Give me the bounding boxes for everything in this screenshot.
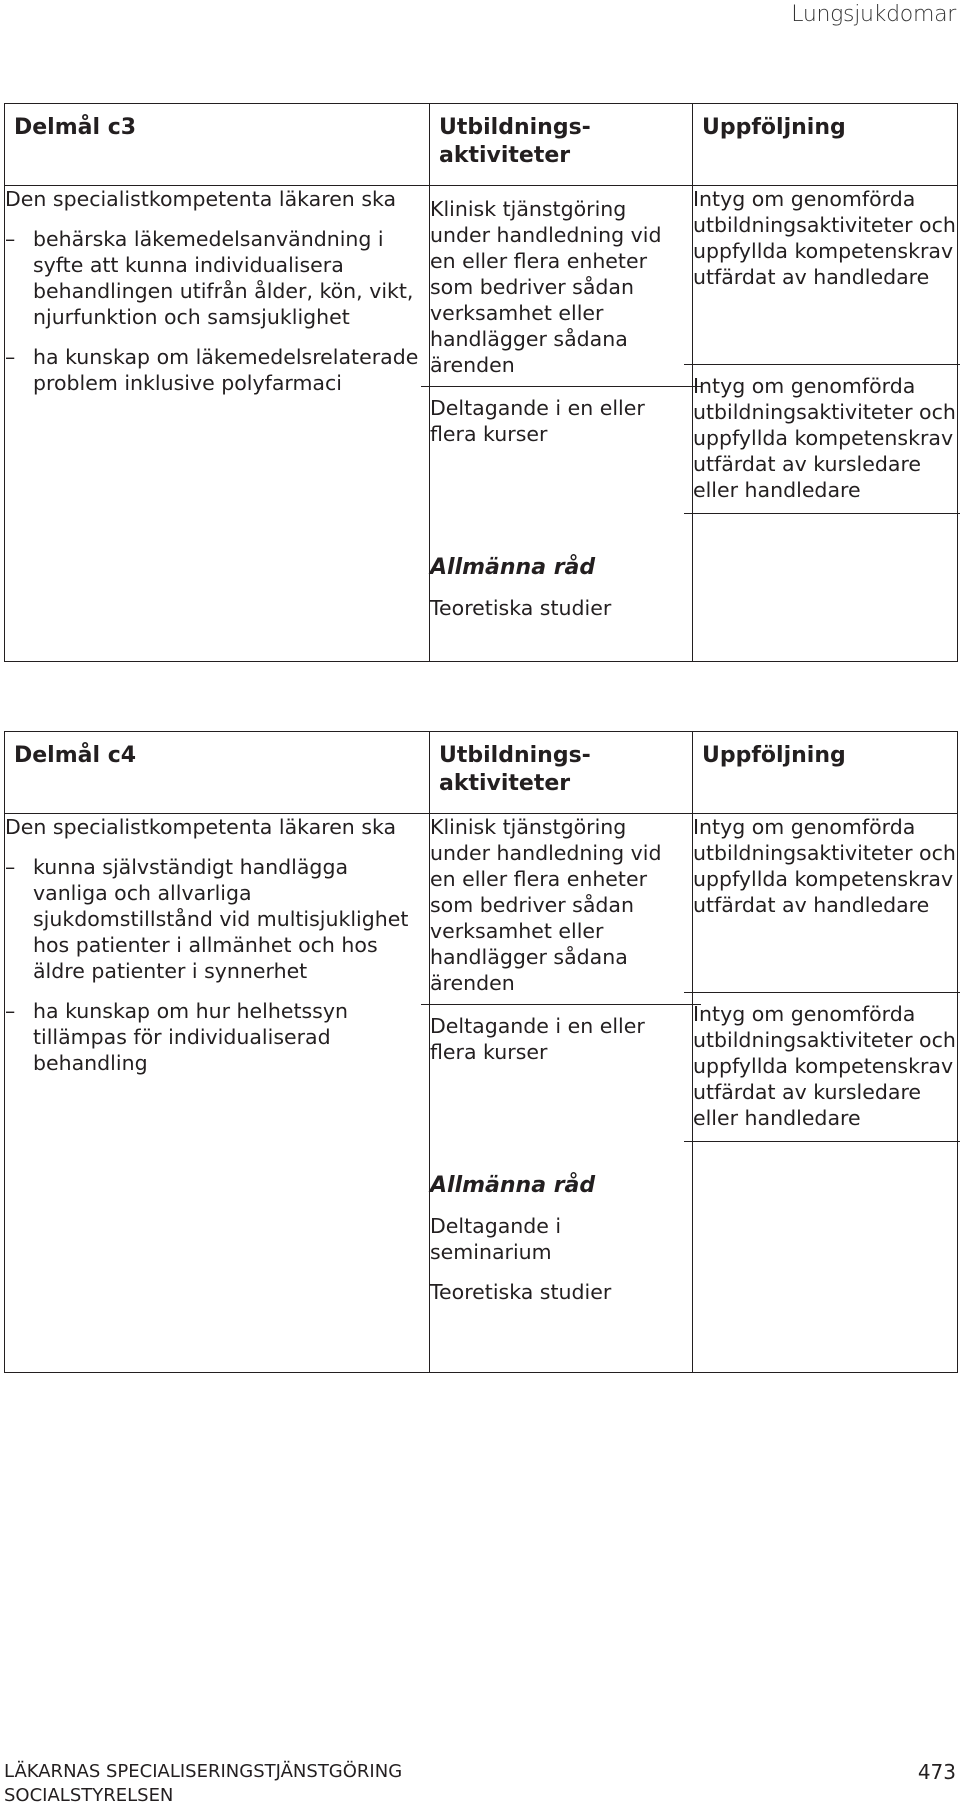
- activity-section: [421, 1004, 701, 1165]
- goal-header: Delmål c3: [5, 104, 430, 186]
- followup-item: Intyg om genomförda utbildningsaktiviteter och uppfyllda kompetenskrav utfärdat av handledare: [693, 815, 956, 917]
- advice-item: Teoretiska studier: [430, 1280, 612, 1304]
- followup-item: Intyg om genomförda utbildningsaktiviteter och uppfyllda kompetenskrav utfärdat av kursledare eller handledare: [693, 1002, 956, 1130]
- advice-title: Allmänna råd: [430, 1173, 596, 1198]
- followup-section: [684, 364, 960, 513]
- followup-item: Intyg om genomförda utbildningsaktiviteter och uppfyllda kompetenskrav utfärdat av handledare: [693, 187, 956, 289]
- page-number: 473: [917, 1760, 956, 1784]
- requirements-list: [5, 854, 429, 1076]
- intro-text: Den specialistkompetenta läkaren ska: [5, 815, 397, 839]
- requirements-cell: [5, 186, 430, 662]
- running-head: Lungsjukdomar: [791, 2, 956, 27]
- activity-item: Deltagande i en eller flera kurser: [430, 396, 645, 446]
- activity-item: Klinisk tjänstgöring under handledning vid en eller flera enheter som bedriver sådan verksamhet eller handlägger sådana ärenden: [430, 815, 662, 995]
- followup-empty: [684, 513, 960, 522]
- activity-section: [421, 386, 701, 547]
- followup-cell: [693, 186, 958, 662]
- footer-line: SOCIALSTYRELSEN: [4, 1785, 174, 1806]
- activities-cell: [430, 814, 693, 1373]
- advice-section: [421, 555, 701, 621]
- followup-header: Uppföljning: [693, 104, 958, 186]
- footer-line: LÄKARNAS SPECIALISERINGSTJÄNSTGÖRING: [4, 1761, 403, 1782]
- activities-header: Utbildnings- aktiviteter: [430, 104, 693, 186]
- advice-item: Deltagande i seminarium: [430, 1214, 562, 1264]
- requirement-item: – ha kunskap om läkemedelsrelaterade problem inklusive polyfarmaci: [5, 344, 429, 396]
- requirement-item: – behärska läkemedelsanvändning i syfte att kunna individualisera behandlingen utifrån ålder, kön, vikt, njurfunktion och samsjuklighet: [5, 226, 429, 330]
- goal-table-c3: [4, 103, 958, 662]
- advice-item: Teoretiska studier: [430, 596, 612, 620]
- activity-item: Deltagande i en eller flera kurser: [430, 1014, 645, 1064]
- followup-empty: [684, 1141, 960, 1150]
- requirements-cell: [5, 814, 430, 1373]
- followup-cell: [693, 814, 958, 1373]
- followup-item: Intyg om genomförda utbildningsaktiviteter och uppfyllda kompetenskrav utfärdat av kursledare eller handledare: [693, 374, 956, 502]
- requirements-list: [5, 226, 429, 396]
- activities-header: Utbildnings- aktiviteter: [430, 732, 693, 814]
- followup-header: Uppföljning: [693, 732, 958, 814]
- goal-header: Delmål c4: [5, 732, 430, 814]
- requirement-item: – ha kunskap om hur helhetssyn tillämpas för individualiserad behandling: [5, 998, 429, 1076]
- activity-item: Klinisk tjänstgöring under handledning vid en eller flera enheter som bedriver sådan verksamhet eller handlägger sådana ärenden: [430, 197, 662, 377]
- goal-table-c4: [4, 731, 958, 1373]
- advice-section: [430, 1173, 692, 1305]
- advice-title: Allmänna råd: [430, 555, 596, 580]
- followup-section: [684, 992, 960, 1141]
- intro-text: Den specialistkompetenta läkaren ska: [5, 187, 397, 211]
- activities-cell: [430, 186, 693, 662]
- requirement-item: – kunna självständigt handlägga vanliga och allvarliga sjukdomstillstånd vid multisjuklighet hos patienter i allmänhet och hos äldre patienter i synnerhet: [5, 854, 429, 984]
